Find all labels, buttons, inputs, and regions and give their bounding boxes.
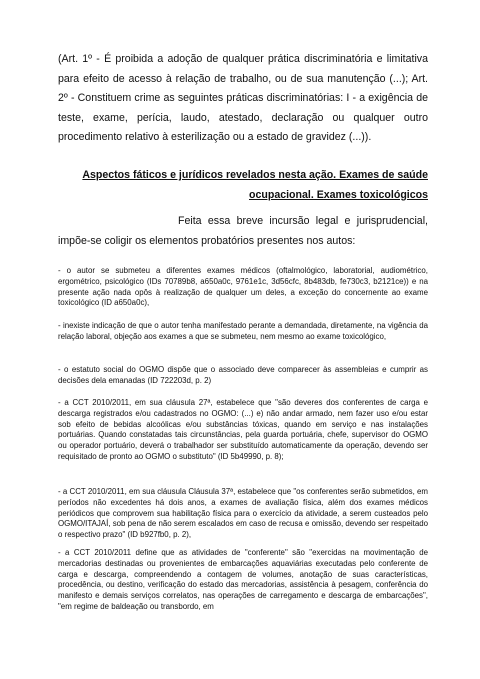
- evidence-item-1: - o autor se submeteu a diferentes exames médicos (oftalmológico, laboratorial, audiométrico, ergométrico, psicológico (IDs 70789b8, a650a0c, 9761e1c, 3d56cfc, 8b483db, fe730c3, b2121ce)) e na presente ação nada opôs à realização de qualquer um deles, a exceção do concernente ao exame toxicológico (ID a650a0c),: [58, 266, 428, 308]
- section-heading: Aspectos fáticos e jurídicos revelados nesta ação. Exames de saúde ocupacional. Exames toxicológicos: [82, 169, 428, 201]
- evidence-item-3: - o estatuto social do OGMO dispõe que o associado deve comparecer às assembleias e cumprir as decisões dela emanadas (ID 722203d, p. 2): [58, 365, 428, 385]
- evidence-item-5: - a CCT 2010/2011, em sua cláusula Cláusula 37ª, estabelece que "os conferentes serão submetidos, em períodos não excedentes há dois anos, a exames de avaliação física, além dos exames médicos periódicos que comprovem sua habilitação física para o exercício da atividade, a serem custeados pelo OGMO/ITAJAÍ, sob pena de não serem escalados em caso de recusa e omissão, devendo ser respeitado o respectivo prazo" (ID b927fb0, p. 2),: [58, 487, 428, 540]
- intro-paragraph: (Art. 1º - É proibida a adoção de qualquer prática discriminatória e limitativa para efeito de acesso à relação de trabalho, ou de sua manutenção (...); Art. 2º - Constituem crime as seguintes práticas discriminatórias: I - a exigência de teste, exame, perícia, laudo, atestado, declaração ou qualquer outro procedimento relativo à esterilização ou a estado de gravidez (...)).: [58, 53, 428, 144]
- evidence-item-4: - a CCT 2010/2011, em sua cláusula 27ª, estabelece que "são deveres dos conferentes de carga e descarga registrados e/ou cadastrados no OGMO: (...) e) não andar armado, nem fazer uso e/ou estar sob efeito de bebidas alcoólicas e/ou substâncias tóxicas, quando em serviço e nas instalações portuárias. Quando constatadas tais circunstâncias, pela guarda portuária, chefe, supervisor do OGMO ou operador portuário, deverá o trabalhador ser substituído automaticamente da operação, devendo ser requisitado de pronto ao OGMO o substituto" (ID 5b49990, p. 8);: [58, 398, 428, 461]
- evidence-item-2: - inexiste indicação de que o autor tenha manifestado perante a demandada, diretamente, na vigência da relação laboral, objeção aos exames a que se submeteu, nem mesmo ao exame toxicológico,: [58, 321, 428, 341]
- lead-paragraph: Feita essa breve incursão legal e jurisprudencial, impõe-se coligir os elementos probatórios presentes nos autos:: [58, 215, 428, 247]
- evidence-item-6: - a CCT 2010/2011 define que as atividades de "conferente" são "exercidas na movimentação de mercadorias destinadas ou provenientes de embarcações aquaviárias executadas pelo conferente de carga e descarga, compreendendo a contagem de volumes, anotação de suas características, procedência, ou destino, verificação do estado das mercadorias, assistência à pesagem, conferência do manifesto e demais serviços correlatos, nas operações de carregamento e descarga de embarcações", "em regime de baldeação ou transbordo, em: [58, 548, 428, 611]
